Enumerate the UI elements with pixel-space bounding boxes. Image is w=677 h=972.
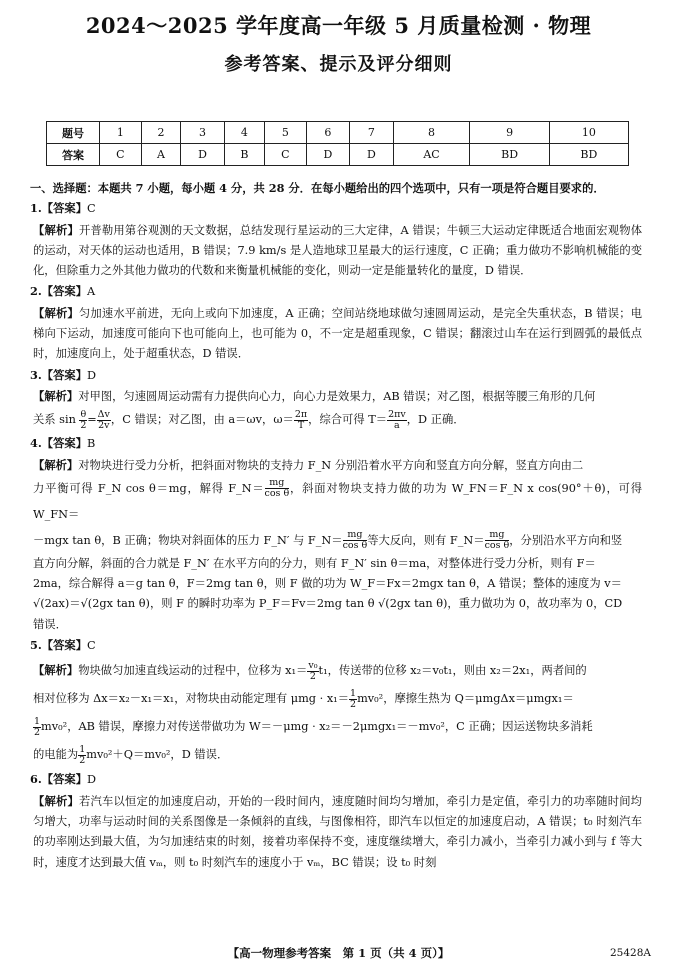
question-answer-line: [30, 433, 642, 454]
section-heading: 一、选择题：本题共 7 小题，每小题 4 分，共 28 分．在每小题给出的四个选项中，只有一项是符合题目要求的．: [30, 181, 605, 195]
table-cell: AC: [393, 144, 470, 166]
page-title: 2024～2025 学年度高一年级 5 月质量检测 · 物理: [85, 13, 592, 38]
analysis-paragraph: [30, 791, 642, 873]
question-answer-line: [30, 198, 642, 219]
analysis-text: 力平衡可得 F_N cos θ＝mg，解得 F_N＝: [33, 481, 265, 495]
answer-tag: 【答案】: [41, 367, 87, 382]
fraction-denominator: 2: [80, 419, 87, 431]
fraction-denominator: a: [394, 419, 400, 431]
table-row: [47, 122, 629, 144]
analysis-text: mv₀²＋Q＝mv₀²，D 错误．: [86, 748, 229, 762]
fraction-numerator: 2πv: [388, 408, 406, 420]
fraction: [307, 661, 318, 682]
analysis-text: =: [87, 413, 97, 427]
fraction: [294, 410, 308, 431]
question-number: 2.: [30, 284, 42, 299]
fraction: [387, 410, 407, 431]
analysis-text: 开普勒用第谷观测的天文数据，总结发现行星运动的三大定律，A 错误；牛顿三大运动定律既适合地面宏观物体的运动，对天体的运动也适用，B 错误；7.9 km/s 是人造地球卫星最大的运行速度，C 正确；重力做功不影响机械能的变化，但除重力之外其他力做功的代数和来衡量机械能的变化，则动一定是能量转化的量度，D 错误．: [33, 223, 642, 278]
analysis-tag: 【解析】: [33, 663, 79, 678]
table-cell: D: [350, 144, 393, 166]
answer-value: B: [87, 437, 96, 451]
question-answer-line: [30, 281, 642, 302]
fraction: [485, 530, 510, 551]
table-cell: BD: [549, 144, 628, 166]
analysis-formula-line: [30, 476, 642, 528]
analysis-tag: 【解析】: [33, 388, 79, 403]
question-number: 3.: [30, 367, 42, 382]
analysis-text: ，斜面对物块支持力做的功为 W_FN＝F_N x cos(90°＋θ)，可得 W_FN＝: [33, 481, 642, 521]
question-number: 4.: [30, 436, 42, 451]
analysis-text: t₁，传送带的位移 x₂＝v₀t₁，则由 x₂＝2x₁，两者间的: [318, 664, 587, 678]
analysis-text: 的电能为: [33, 748, 79, 762]
answer-tag: 【答案】: [41, 436, 87, 451]
table-cell: 10: [549, 122, 628, 144]
fraction-denominator: cos θ: [342, 540, 368, 552]
page-footer: 【高一物理参考答案 第 1 页（共 4 页）】: [227, 946, 450, 960]
fraction-denominator: cos θ: [264, 488, 290, 500]
analysis-tag: 【解析】: [33, 457, 79, 472]
analysis-text: ，C 错误；对乙图，由 a＝ωv，ω＝: [110, 413, 294, 427]
analysis-formula-line: [30, 528, 642, 554]
analysis-tag: 【解析】: [33, 222, 79, 237]
question-number: 5.: [30, 638, 42, 653]
table-cell: D: [306, 144, 349, 166]
analysis-text: 等大反向，则有 F_N＝: [367, 533, 485, 547]
answer-value: A: [87, 285, 96, 299]
analysis-paragraph: [30, 386, 642, 407]
analysis-formula-line: [30, 713, 642, 741]
analysis-text: ，综合可得 T＝: [308, 413, 388, 427]
fraction: [33, 717, 41, 738]
table-row: [47, 144, 629, 166]
fraction-numerator: 1: [34, 715, 41, 727]
fraction-denominator: 2: [309, 670, 316, 682]
answer-value: D: [87, 368, 97, 382]
analysis-formula-line: [30, 685, 642, 713]
fraction: [265, 478, 290, 499]
fraction-denominator: T: [297, 419, 305, 431]
table-cell: B: [224, 144, 264, 166]
analysis-formula-line: [30, 656, 642, 685]
table-cell: 5: [264, 122, 306, 144]
fraction-numerator: v₀: [308, 659, 318, 671]
question-answer-line: [30, 769, 642, 790]
analysis-text: 若汽车以恒定的加速度启动，开始的一段时间内，速度随时间均匀增加，牵引力是定值，牵引力的功率随时间均匀增大，功率与运动时间的关系图像是一条倾斜的直线，与图像相符，即汽车以恒定的加速度启动，A 错误；t₀ 时刻汽车的功率刚达到最大值，为匀加速结束的时刻，接着功率保持不变，速度继续增大，牵引力减小，当牵引力减小到与 f 等大时，速度才达到最大值 vₘ，则 t₀ 时刻汽车的速度小于 vₘ，BC 错误；设 t₀ 时刻: [33, 794, 642, 869]
answer-tag: 【答案】: [41, 284, 87, 299]
document-code: 25428A: [610, 947, 651, 959]
fraction-numerator: θ: [80, 408, 87, 420]
analysis-paragraph: [30, 303, 642, 365]
answer-value: D: [87, 773, 97, 787]
analysis-paragraph: [30, 220, 642, 282]
analysis-text: mv₀²，摩擦生热为 Q＝μmgΔx＝μmgx₁＝: [357, 692, 574, 706]
table-cell: 7: [350, 122, 393, 144]
question-answer-line: [30, 635, 642, 656]
analysis-text: mv₀²，AB 错误，摩擦力对传送带做功为 W＝－μmg · x₂＝－2μmgx₁＝－mv₀²，C 正确；因运送物块多消耗: [41, 720, 593, 734]
analysis-text: ，D 正确．: [406, 413, 465, 427]
table-header-cell: 答案: [47, 144, 100, 166]
question-answer-line: [30, 365, 642, 386]
table-cell: 8: [393, 122, 470, 144]
analysis-text: 2ma，综合解得 a＝g tan θ，F＝2mg tan θ，则 F 做的功为 W_F＝Fx＝2mgx tan θ，A 错误；整体的速度为 v＝: [33, 577, 622, 591]
table-cell: 3: [181, 122, 224, 144]
table-cell: A: [141, 144, 181, 166]
analysis-text: ，分别沿水平方向和竖: [509, 533, 623, 547]
page-subtitle: 参考答案、提示及评分细则: [224, 54, 453, 75]
fraction-denominator: 2v: [98, 419, 110, 431]
analysis-text: －mgx tan θ，B 正确；物块对斜面体的压力 F_N′ 与 F_N＝: [33, 533, 343, 547]
fraction-numerator: mg: [485, 530, 510, 541]
fraction: [343, 530, 368, 551]
table-cell: C: [264, 144, 306, 166]
analysis-formula-line: [30, 407, 642, 433]
fraction-denominator: 2: [79, 754, 86, 766]
analysis-text: 错误．: [33, 617, 67, 631]
table-cell: 9: [470, 122, 549, 144]
fraction-denominator: 2: [34, 726, 41, 738]
answer-value: C: [87, 639, 96, 653]
answer-tag: 【答案】: [41, 201, 87, 216]
answer-value: C: [87, 202, 96, 216]
analysis-text: 关系 sin: [33, 413, 76, 427]
analysis-text: 匀加速水平前进，无向上或向下加速度，A 正确；空间站绕地球做匀速圆周运动，是完全失重状态，B 错误；电梯向下运动，加速度可能向下也可能向上，也可能为 0，不一定是超重现象，C 错误；翻滚过山车在运行到圆弧的最低点时，加速度向上，处于超重状态，D 错误．: [33, 306, 642, 361]
answer-table: [46, 121, 629, 166]
analysis-text: 相对位移为 Δx＝x₂－x₁＝x₁，对物块由动能定理有 μmg · x₁＝: [33, 692, 350, 706]
analysis-text: 对甲图，匀速圆周运动需有力提供向心力，向心力是效果力，AB 错误；对乙图，根据等腰三角形的几何: [78, 389, 596, 403]
answer-tag: 【答案】: [41, 638, 87, 653]
analysis-tag: 【解析】: [33, 305, 79, 320]
analysis-formula-line: [30, 741, 642, 769]
question-number: 1.: [30, 201, 42, 216]
fraction-numerator: 1: [350, 687, 357, 699]
fraction-numerator: 1: [79, 743, 86, 755]
table-cell: 6: [306, 122, 349, 144]
analysis-tag: 【解析】: [33, 793, 79, 808]
fraction-denominator: cos θ: [484, 540, 510, 552]
fraction-numerator: Δv: [97, 408, 110, 420]
question-number: 6.: [30, 772, 42, 787]
fraction: [97, 410, 111, 431]
table-cell: C: [100, 144, 142, 166]
fraction-numerator: 2π: [294, 408, 308, 420]
analysis-text: 对物块进行受力分析，把斜面对物块的支持力 F_N 分别沿着水平方向和竖直方向分解，竖直方向由二: [78, 458, 584, 472]
table-cell: 2: [141, 122, 181, 144]
fraction-numerator: mg: [265, 478, 290, 489]
analysis-text: √(2ax)＝√(2gx tan θ)，则 F 的瞬时功率为 P_F＝Fv＝2mg tan θ √(2gx tan θ)，重力做功为 0，故功率为 0，CD: [33, 597, 623, 611]
table-cell: 1: [100, 122, 142, 144]
analysis-paragraph: [30, 455, 642, 476]
table-cell: D: [181, 144, 224, 166]
analysis-text: 物块做匀加速直线运动的过程中，位移为 x₁＝: [78, 664, 308, 678]
fraction-numerator: mg: [343, 530, 368, 541]
table-header-cell: 题号: [47, 122, 100, 144]
fraction: [349, 689, 357, 710]
fraction-denominator: 2: [350, 698, 357, 710]
answer-content: [30, 178, 642, 873]
analysis-text: 直方向分解，斜面的合力就是 F_N′ 在水平方向的分力，则有 F_N′ sin θ＝ma，对整体进行受力分析，则有 F＝: [33, 556, 596, 570]
table-cell: 4: [224, 122, 264, 144]
answer-tag: 【答案】: [41, 772, 87, 787]
table-cell: BD: [470, 144, 549, 166]
